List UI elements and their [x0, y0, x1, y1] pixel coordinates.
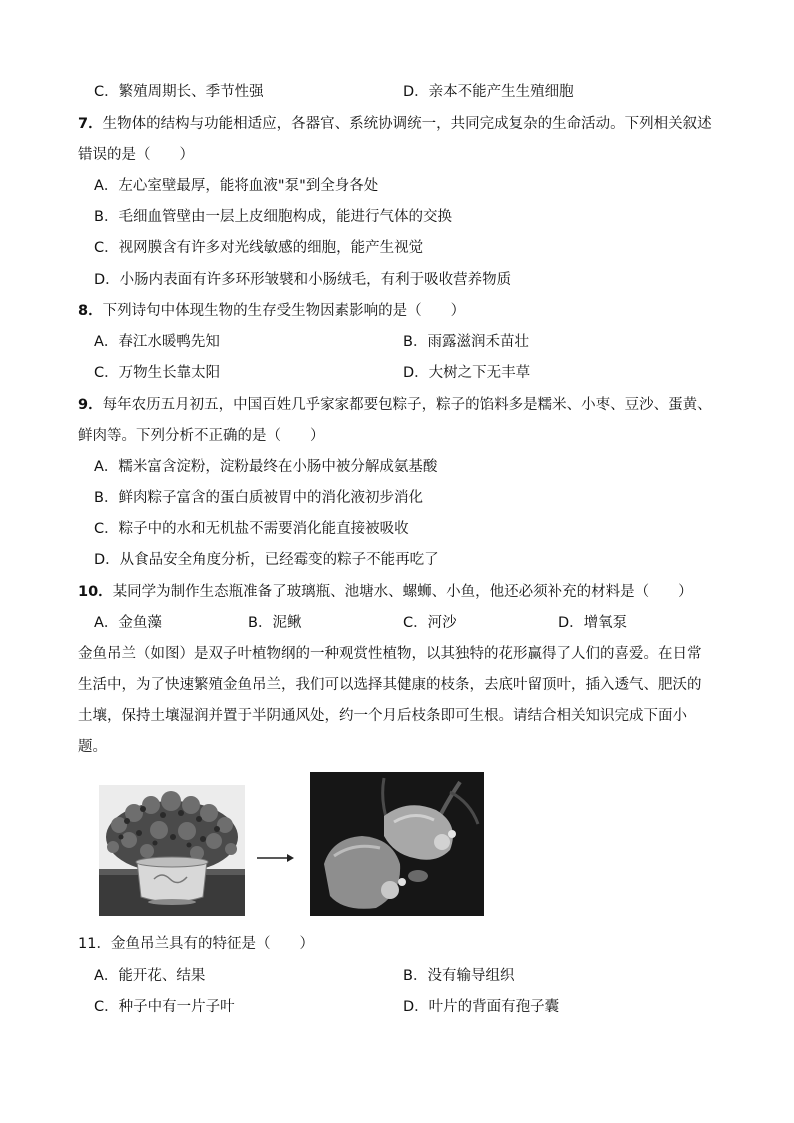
- q7-option-d: D．小肠内表面有许多环形皱襞和小肠绒毛，有利于吸收营养物质: [94, 272, 512, 288]
- question-7-stem-cont: 错误的是（ ）: [78, 147, 194, 163]
- q10-option-c: C．河沙: [403, 615, 457, 631]
- q8-option-b: B．雨露滋润禾苗壮: [403, 334, 529, 350]
- q7-option-c: C．视网膜含有许多对光线敏感的细胞，能产生视觉: [94, 240, 424, 256]
- passage-line-3: 土壤，保持土壤湿润并置于半阴通风处，约一个月后枝条即可生根。请结合相关知识完成下面小: [78, 708, 687, 724]
- q6-option-d: D．亲本不能产生生殖细胞: [403, 84, 574, 100]
- question-text: 每年农历五月初五，中国百姓几乎家家都要包粽子，粽子的馅料多是糯米、小枣、豆沙、蛋黄、: [102, 397, 712, 413]
- q10-option-d: D．增氧泵: [558, 615, 628, 631]
- q10-option-a: A．金鱼藻: [94, 615, 162, 631]
- q8-option-a: A．春江水暖鸭先知: [94, 334, 220, 350]
- passage-line-1: 金鱼吊兰（如图）是双子叶植物纲的一种观赏性植物，以其独特的花形赢得了人们的喜爱。在日常: [78, 646, 702, 662]
- q11-option-a: A．能开花、结果: [94, 968, 206, 984]
- question-8-stem: [78, 301, 465, 321]
- question-10-stem: [78, 582, 693, 602]
- q9-option-c: C．粽子中的水和无机盐不需要消化能直接被吸收: [94, 521, 409, 537]
- question-number: 9．: [78, 397, 103, 413]
- q7-option-a: A．左心室壁最厚，能将血液"泵"到全身各处: [94, 178, 379, 194]
- q11-option-c: C．种子中有一片子叶: [94, 999, 235, 1015]
- flower-illustration: [310, 772, 484, 916]
- potted-plant-illustration: [99, 785, 245, 916]
- potted-plant-photo: [99, 785, 245, 916]
- question-number: 10．: [78, 584, 113, 600]
- q8-option-c: C．万物生长靠太阳: [94, 365, 221, 381]
- question-9-stem: [78, 395, 712, 415]
- question-7-stem: [78, 114, 712, 134]
- question-11-stem: [78, 934, 314, 954]
- q8-option-d: D．大树之下无丰草: [403, 365, 531, 381]
- question-number: 8．: [78, 303, 103, 319]
- question-text: 某同学为制作生态瓶准备了玻璃瓶、池塘水、螺蛳、小鱼，他还必须补充的材料是（ ）: [112, 584, 693, 600]
- question-text: 下列诗句中体现生物的生存受生物因素影响的是（ ）: [102, 303, 466, 319]
- question-text: 金鱼吊兰具有的特征是（ ）: [110, 936, 314, 952]
- question-number: 11．: [78, 936, 111, 952]
- flower-closeup-photo: [310, 772, 484, 916]
- q11-option-b: B．没有输导组织: [403, 968, 515, 984]
- q10-option-b: B．泥鳅: [248, 615, 302, 631]
- q11-option-d: D．叶片的背面有孢子囊: [403, 999, 560, 1015]
- q6-option-c: C．繁殖周期长、季节性强: [94, 84, 264, 100]
- right-arrow-icon: [257, 852, 295, 864]
- q9-option-b: B．鲜肉粽子富含的蛋白质被胃中的消化液初步消化: [94, 490, 423, 506]
- question-9-stem-cont: 鲜肉等。下列分析不正确的是（ ）: [78, 428, 325, 444]
- passage-line-2: 生活中，为了快速繁殖金鱼吊兰，我们可以选择其健康的枝条，去底叶留顶叶，插入透气、肥沃的: [78, 677, 702, 693]
- question-text: 生物体的结构与功能相适应，各器官、系统协调统一，共同完成复杂的生命活动。下列相关叙述: [102, 116, 712, 132]
- q9-option-a: A．糯米富含淀粉，淀粉最终在小肠中被分解成氨基酸: [94, 459, 438, 475]
- q7-option-b: B．毛细血管壁由一层上皮细胞构成，能进行气体的交换: [94, 209, 452, 225]
- passage-line-4: 题。: [78, 739, 107, 755]
- q9-option-d: D．从食品安全角度分析，已经霉变的粽子不能再吃了: [94, 552, 439, 568]
- question-number: 7．: [78, 116, 103, 132]
